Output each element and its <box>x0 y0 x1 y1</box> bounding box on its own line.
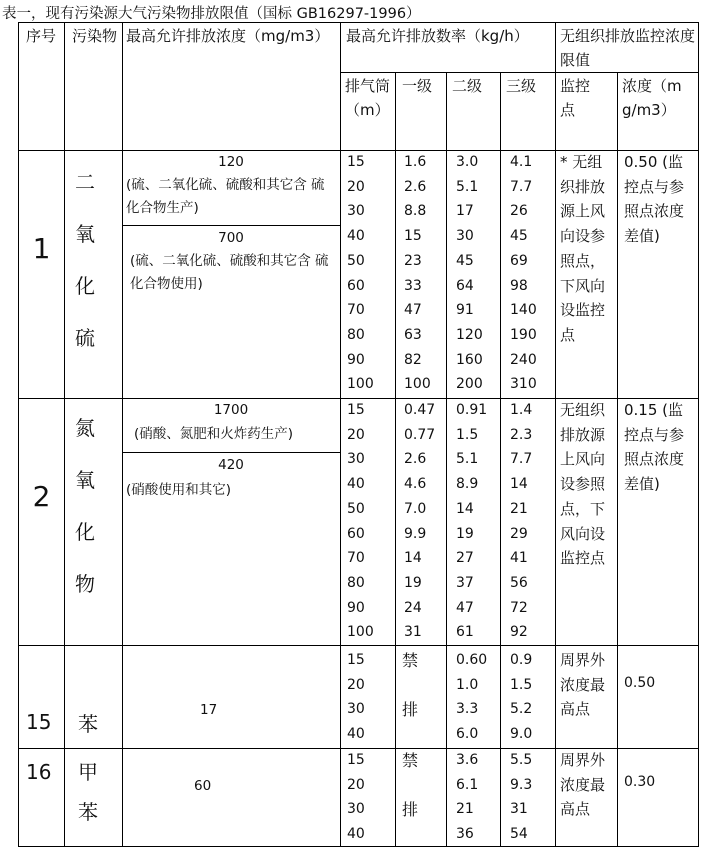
cell: 7.7 <box>510 451 533 468</box>
concentration-value: 1700 <box>213 402 249 418</box>
cell: 0.91 <box>456 402 488 418</box>
cell: 63 <box>404 326 422 343</box>
cell: 8.9 <box>456 476 479 493</box>
fugitive-limit: 0.30 <box>624 774 656 790</box>
cell: 7.7 <box>510 178 533 195</box>
stack-heights <box>347 150 374 397</box>
cell: 47 <box>404 302 422 319</box>
pollutant-name: 甲苯 <box>78 760 98 824</box>
cell: 69 <box>510 252 528 269</box>
cell: 26 <box>510 203 528 220</box>
level2-rates <box>456 648 487 747</box>
cell: 72 <box>510 599 528 616</box>
cell: 33 <box>404 277 422 294</box>
cell: 3.0 <box>456 154 479 170</box>
cell: 56 <box>510 574 528 591</box>
concentration-value: 420 <box>218 457 244 473</box>
cell: 37 <box>456 574 474 591</box>
cell: 15 <box>347 154 365 170</box>
cell: 7.0 <box>404 500 427 517</box>
level3-rates <box>510 748 532 847</box>
cell: 21 <box>510 500 528 517</box>
cell: 3.3 <box>456 701 479 718</box>
row-number: 2 <box>32 480 51 513</box>
cell: 2.6 <box>404 178 427 195</box>
cell: 14 <box>456 500 474 517</box>
cell: 19 <box>404 574 422 591</box>
cell: 15 <box>347 752 365 768</box>
cell: 41 <box>510 550 528 567</box>
cell: 160 <box>456 351 483 368</box>
cell: 100 <box>347 624 374 641</box>
cell: 80 <box>347 574 365 591</box>
header-pollutant: 污染物 <box>72 27 118 45</box>
cell: 40 <box>347 826 365 843</box>
cell: 92 <box>510 624 528 641</box>
cell: 61 <box>456 624 474 641</box>
cell: 90 <box>347 599 365 616</box>
monitor-point: 周界外浓度最高点 <box>560 651 606 719</box>
concentration-note: (硝酸使用和其它) <box>126 482 232 498</box>
cell: 9.0 <box>510 726 533 743</box>
cell: 80 <box>347 326 365 343</box>
cell: 190 <box>510 326 537 343</box>
table-title: 表一，现有污染源大气污染物排放限值（国标 GB16297-1996） <box>2 6 421 22</box>
pollutant-name: 苯 <box>78 712 98 736</box>
stack-heights <box>347 748 365 847</box>
cell: 98 <box>510 277 528 294</box>
cell: 24 <box>404 599 422 616</box>
cell: 47 <box>456 599 474 616</box>
cell: 90 <box>347 351 365 368</box>
cell: 0.60 <box>456 652 488 668</box>
level3-rates <box>510 648 532 747</box>
cell: 17 <box>456 203 474 220</box>
concentration-value: 60 <box>194 778 212 794</box>
cell: 3.6 <box>456 752 479 768</box>
cell: 8.8 <box>404 203 427 220</box>
cell: 240 <box>510 351 537 368</box>
cell: 1.5 <box>510 676 533 693</box>
row-number: 1 <box>32 232 51 265</box>
cell: 0.47 <box>404 402 436 418</box>
cell: 1.5 <box>456 426 479 443</box>
monitor-point: 周界外浓度最高点 <box>560 751 606 819</box>
cell: 23 <box>404 252 422 269</box>
subheader-level1: 一级 <box>402 77 433 95</box>
level1-rates <box>404 398 435 645</box>
cell: 50 <box>347 500 365 517</box>
cell: 45 <box>510 228 528 245</box>
cell: 15 <box>347 652 365 668</box>
row-number: 15 <box>26 710 52 734</box>
subheader-level3: 三级 <box>506 77 537 95</box>
subheader-level2: 二级 <box>452 77 483 95</box>
monitor-point: 无组织排放源上风向设参照点，下风向设监控点 <box>560 401 606 568</box>
cell: 40 <box>347 726 365 743</box>
cell: 15 <box>404 228 422 245</box>
level2-rates <box>456 150 483 397</box>
level2-rates <box>456 398 487 645</box>
concentration-value: 700 <box>218 230 244 246</box>
cell: 2.6 <box>404 451 427 468</box>
level3-rates <box>510 398 532 645</box>
stack-heights <box>347 648 365 747</box>
cell: 200 <box>456 376 483 393</box>
cell: 21 <box>456 801 474 818</box>
cell: 40 <box>347 228 365 245</box>
cell: 4.6 <box>404 476 427 493</box>
banned-label: 禁 <box>402 751 419 770</box>
cell: 9.3 <box>510 776 533 793</box>
cell: 0.9 <box>510 652 533 668</box>
concentration-note: (硝酸、氮肥和火炸药生产) <box>134 426 294 442</box>
cell: 30 <box>347 451 365 468</box>
cell: 31 <box>404 624 422 641</box>
cell: 20 <box>347 776 365 793</box>
header-rate: 最高允许排放数率（kg/h） <box>346 27 529 45</box>
fugitive-limit: 0.50 <box>624 675 656 691</box>
level1-rates <box>404 150 431 397</box>
cell: 19 <box>456 525 474 542</box>
cell: 70 <box>347 302 365 319</box>
cell: 310 <box>510 376 537 393</box>
cell: 91 <box>456 302 474 319</box>
cell: 5.5 <box>510 752 533 768</box>
cell: 45 <box>456 252 474 269</box>
cell: 64 <box>456 277 474 294</box>
cell: 6.1 <box>456 776 479 793</box>
cell: 70 <box>347 550 365 567</box>
subheader-monitor-point: 监控点 <box>560 77 591 119</box>
cell: 29 <box>510 525 528 542</box>
stack-heights <box>347 398 374 645</box>
cell: 5.2 <box>510 701 533 718</box>
cell: 100 <box>347 376 374 393</box>
cell: 1.6 <box>404 154 427 170</box>
cell: 14 <box>510 476 528 493</box>
concentration-value: 17 <box>200 702 218 718</box>
header-concentration: 最高允许排放浓度（mg/m3） <box>126 27 330 45</box>
cell: 20 <box>347 426 365 443</box>
cell: 1.0 <box>456 676 479 693</box>
cell: 9.9 <box>404 525 427 542</box>
subheader-stack: 排气筒（m） <box>345 77 391 119</box>
cell: 30 <box>347 203 365 220</box>
fugitive-limit: 0.15 (监控点与参照点浓度差值) <box>624 401 685 494</box>
concentration-note: (硫、二氧化硫、硫酸和其它含 硫化合物使用) <box>130 253 329 292</box>
cell: 30 <box>456 228 474 245</box>
cell: 30 <box>347 701 365 718</box>
cell: 30 <box>347 801 365 818</box>
cell: 2.3 <box>510 426 533 443</box>
cell: 0.77 <box>404 426 436 443</box>
cell: 1.4 <box>510 402 533 418</box>
cell: 54 <box>510 826 528 843</box>
cell: 100 <box>404 376 431 393</box>
pollutant-name: 二氧化硫 <box>75 170 95 350</box>
cell: 60 <box>347 525 365 542</box>
cell: 14 <box>404 550 422 567</box>
cell: 27 <box>456 550 474 567</box>
level2-rates <box>456 748 478 847</box>
banned-label: 排 <box>402 700 419 719</box>
cell: 20 <box>347 676 365 693</box>
cell: 140 <box>510 302 537 319</box>
pollutant-name: 氮氧化物 <box>75 416 95 596</box>
subheader-concentration: 浓度（mg/m3） <box>622 77 682 119</box>
cell: 4.1 <box>510 154 533 170</box>
cell: 120 <box>456 326 483 343</box>
banned-label: 禁 <box>402 651 419 670</box>
cell: 50 <box>347 252 365 269</box>
cell: 31 <box>510 801 528 818</box>
header-fugitive: 无组织排放监控浓度限值 <box>560 27 696 69</box>
cell: 82 <box>404 351 422 368</box>
banned-label: 排 <box>402 800 419 819</box>
cell: 20 <box>347 178 365 195</box>
cell: 5.1 <box>456 178 479 195</box>
cell: 60 <box>347 277 365 294</box>
monitor-point: * 无组织排放源上风向设参照点，下风向设监控点 <box>560 153 606 344</box>
concentration-value: 120 <box>218 154 244 170</box>
concentration-note: (硫、二氧化硫、硫酸和其它含 硫化合物生产) <box>126 177 325 216</box>
cell: 40 <box>347 476 365 493</box>
level3-rates <box>510 150 537 397</box>
cell: 36 <box>456 826 474 843</box>
row-number: 16 <box>26 760 52 784</box>
cell: 5.1 <box>456 451 479 468</box>
cell: 6.0 <box>456 726 479 743</box>
fugitive-limit: 0.50 (监控点与参照点浓度差值) <box>624 153 685 246</box>
cell: 15 <box>347 402 365 418</box>
header-no: 序号 <box>26 27 57 45</box>
